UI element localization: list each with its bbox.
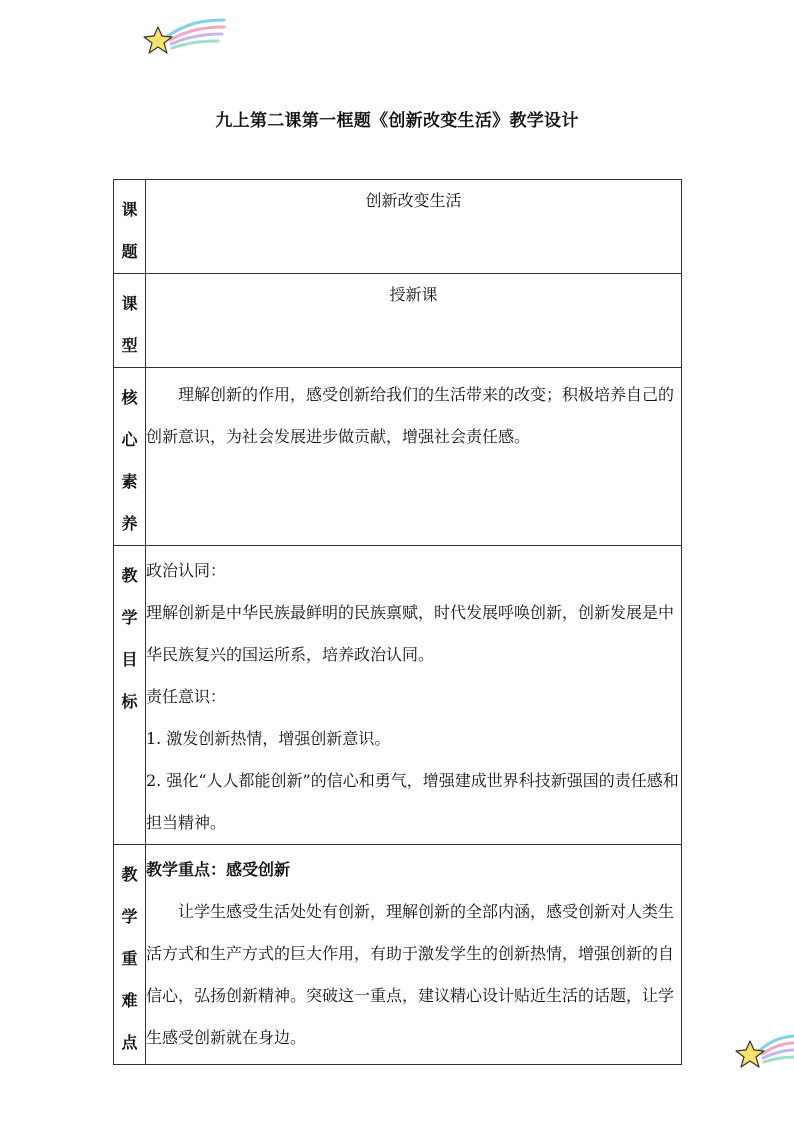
label-char: 重 [121, 949, 138, 968]
goals-heading-political: 政治认同： [146, 561, 227, 580]
content-cell-type [146, 274, 682, 368]
label-char: 题 [121, 242, 138, 261]
table-row-type [114, 274, 682, 368]
key-text: 让学生感受生活处处有创新，理解创新的全部内涵，感受创新对人类生活方式和生产方式的巨大作用，有助于激发学生的创新热情，增强创新的自信心，弘扬创新精神。突破这一重点，建议精心设计贴近生活的话题，让学生感受创新就在身边。 [146, 902, 675, 1047]
label-cell-key [114, 845, 146, 1065]
table-row-topic [114, 180, 682, 274]
shooting-star-icon [732, 1028, 794, 1074]
label-char: 课 [121, 200, 138, 219]
content-cell-key [146, 845, 682, 1065]
label-char: 目 [121, 650, 138, 669]
label-char: 教 [121, 865, 138, 884]
table-row-goals [114, 546, 682, 845]
label-cell-type [114, 274, 146, 368]
key-heading: 教学重点：感受创新 [146, 860, 291, 879]
label-char: 素 [121, 472, 138, 491]
type-value: 授新课 [389, 285, 438, 304]
label-cell-topic [114, 180, 146, 274]
table-row-key-points [114, 845, 682, 1065]
topic-value: 创新改变生活 [365, 191, 462, 210]
label-char: 养 [121, 514, 138, 533]
label-char: 难 [121, 991, 138, 1010]
label-char: 课 [121, 294, 138, 313]
label-char: 型 [121, 336, 138, 355]
label-cell-core [114, 368, 146, 546]
goals-heading-responsibility: 责任意识： [146, 687, 227, 706]
label-char: 教 [121, 566, 138, 585]
label-char: 核 [121, 388, 138, 407]
label-char: 心 [121, 430, 138, 449]
goals-item-2: 2. 强化“人人都能创新”的信心和勇气，增强建成世界科技新强国的责任感和担当精神。 [146, 771, 679, 832]
label-char: 学 [121, 907, 138, 926]
label-char: 点 [121, 1033, 138, 1052]
content-cell-topic [146, 180, 682, 274]
document-title: 九上第二课第一框题《创新改变生活》教学设计 [215, 111, 579, 131]
label-char: 学 [121, 608, 138, 627]
label-char: 标 [121, 692, 138, 711]
lesson-plan-table [113, 179, 682, 1065]
shooting-star-icon [140, 14, 230, 60]
core-text: 理解创新的作用，感受创新给我们的生活带来的改变；积极培养自己的创新意识，为社会发展进步做贡献，增强社会责任感。 [146, 385, 675, 446]
label-cell-goals [114, 546, 146, 845]
table-row-core [114, 368, 682, 546]
content-cell-goals [146, 546, 682, 845]
goals-item-1: 1. 激发创新热情，增强创新意识。 [146, 729, 391, 748]
goals-text-political: 理解创新是中华民族最鲜明的民族禀赋，时代发展呼唤创新，创新发展是中华民族复兴的国运所系，培养政治认同。 [146, 603, 675, 664]
content-cell-core [146, 368, 682, 546]
